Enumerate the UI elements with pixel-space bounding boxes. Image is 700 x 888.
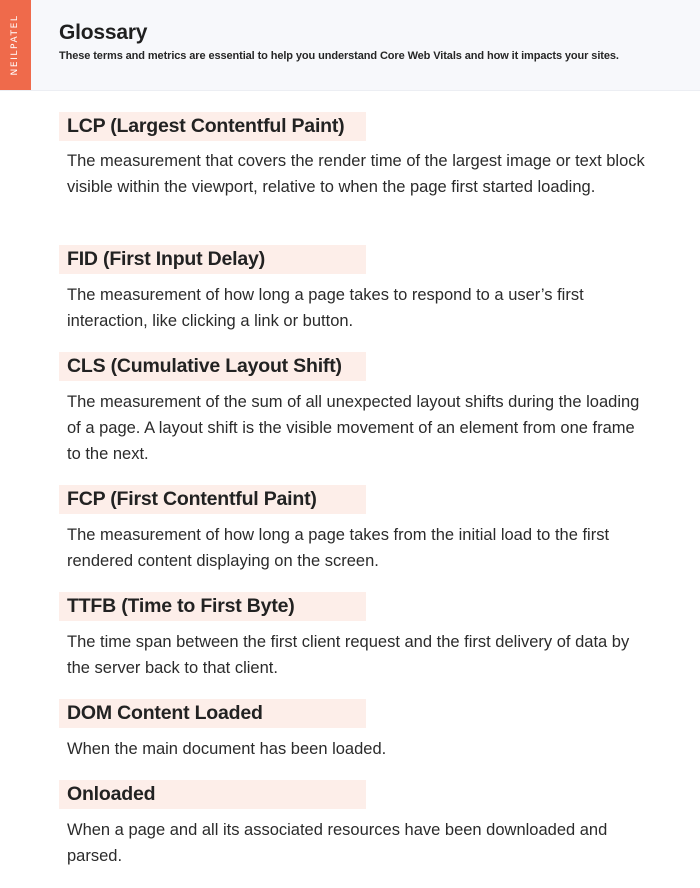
term-description-ttfb: The time span between the first client request and the first delivery of data by the server back to that client. bbox=[67, 633, 630, 677]
term-title-lcp: LCP (Largest Contentful Paint) bbox=[59, 112, 366, 141]
term-description-onloaded: When a page and all its associated resources have been downloaded and parsed. bbox=[67, 821, 608, 865]
brand-tab bbox=[0, 0, 31, 90]
term-description-fid: The measurement of how long a page takes to respond to a user’s first interaction, like clicking a link or button. bbox=[67, 286, 584, 330]
term-title-dom-content-loaded: DOM Content Loaded bbox=[59, 699, 366, 728]
term-description-lcp: The measurement that covers the render time of the largest image or text block visible within the viewport, relative to when the page first started loading. bbox=[67, 152, 645, 196]
page-title: Glossary bbox=[59, 21, 148, 44]
term-title-fid: FID (First Input Delay) bbox=[59, 245, 366, 274]
term-description-cls: The measurement of the sum of all unexpected layout shifts during the loading of a page. A layout shift is the visible movement of an element from one frame to the next. bbox=[67, 393, 640, 463]
term-description-dom-content-loaded: When the main document has been loaded. bbox=[67, 740, 387, 758]
brand-logo-text: NEILPATEL bbox=[10, 14, 20, 76]
term-title-onloaded: Onloaded bbox=[59, 780, 366, 809]
glossary-header bbox=[0, 0, 700, 91]
term-title-fcp: FCP (First Contentful Paint) bbox=[59, 485, 366, 514]
page-subtitle: These terms and metrics are essential to help you understand Core Web Vitals and how it impacts your sites. bbox=[59, 50, 619, 62]
term-title-ttfb: TTFB (Time to First Byte) bbox=[59, 592, 366, 621]
term-title-cls: CLS (Cumulative Layout Shift) bbox=[59, 352, 366, 381]
term-description-fcp: The measurement of how long a page takes from the initial load to the first rendered content displaying on the screen. bbox=[67, 526, 610, 570]
